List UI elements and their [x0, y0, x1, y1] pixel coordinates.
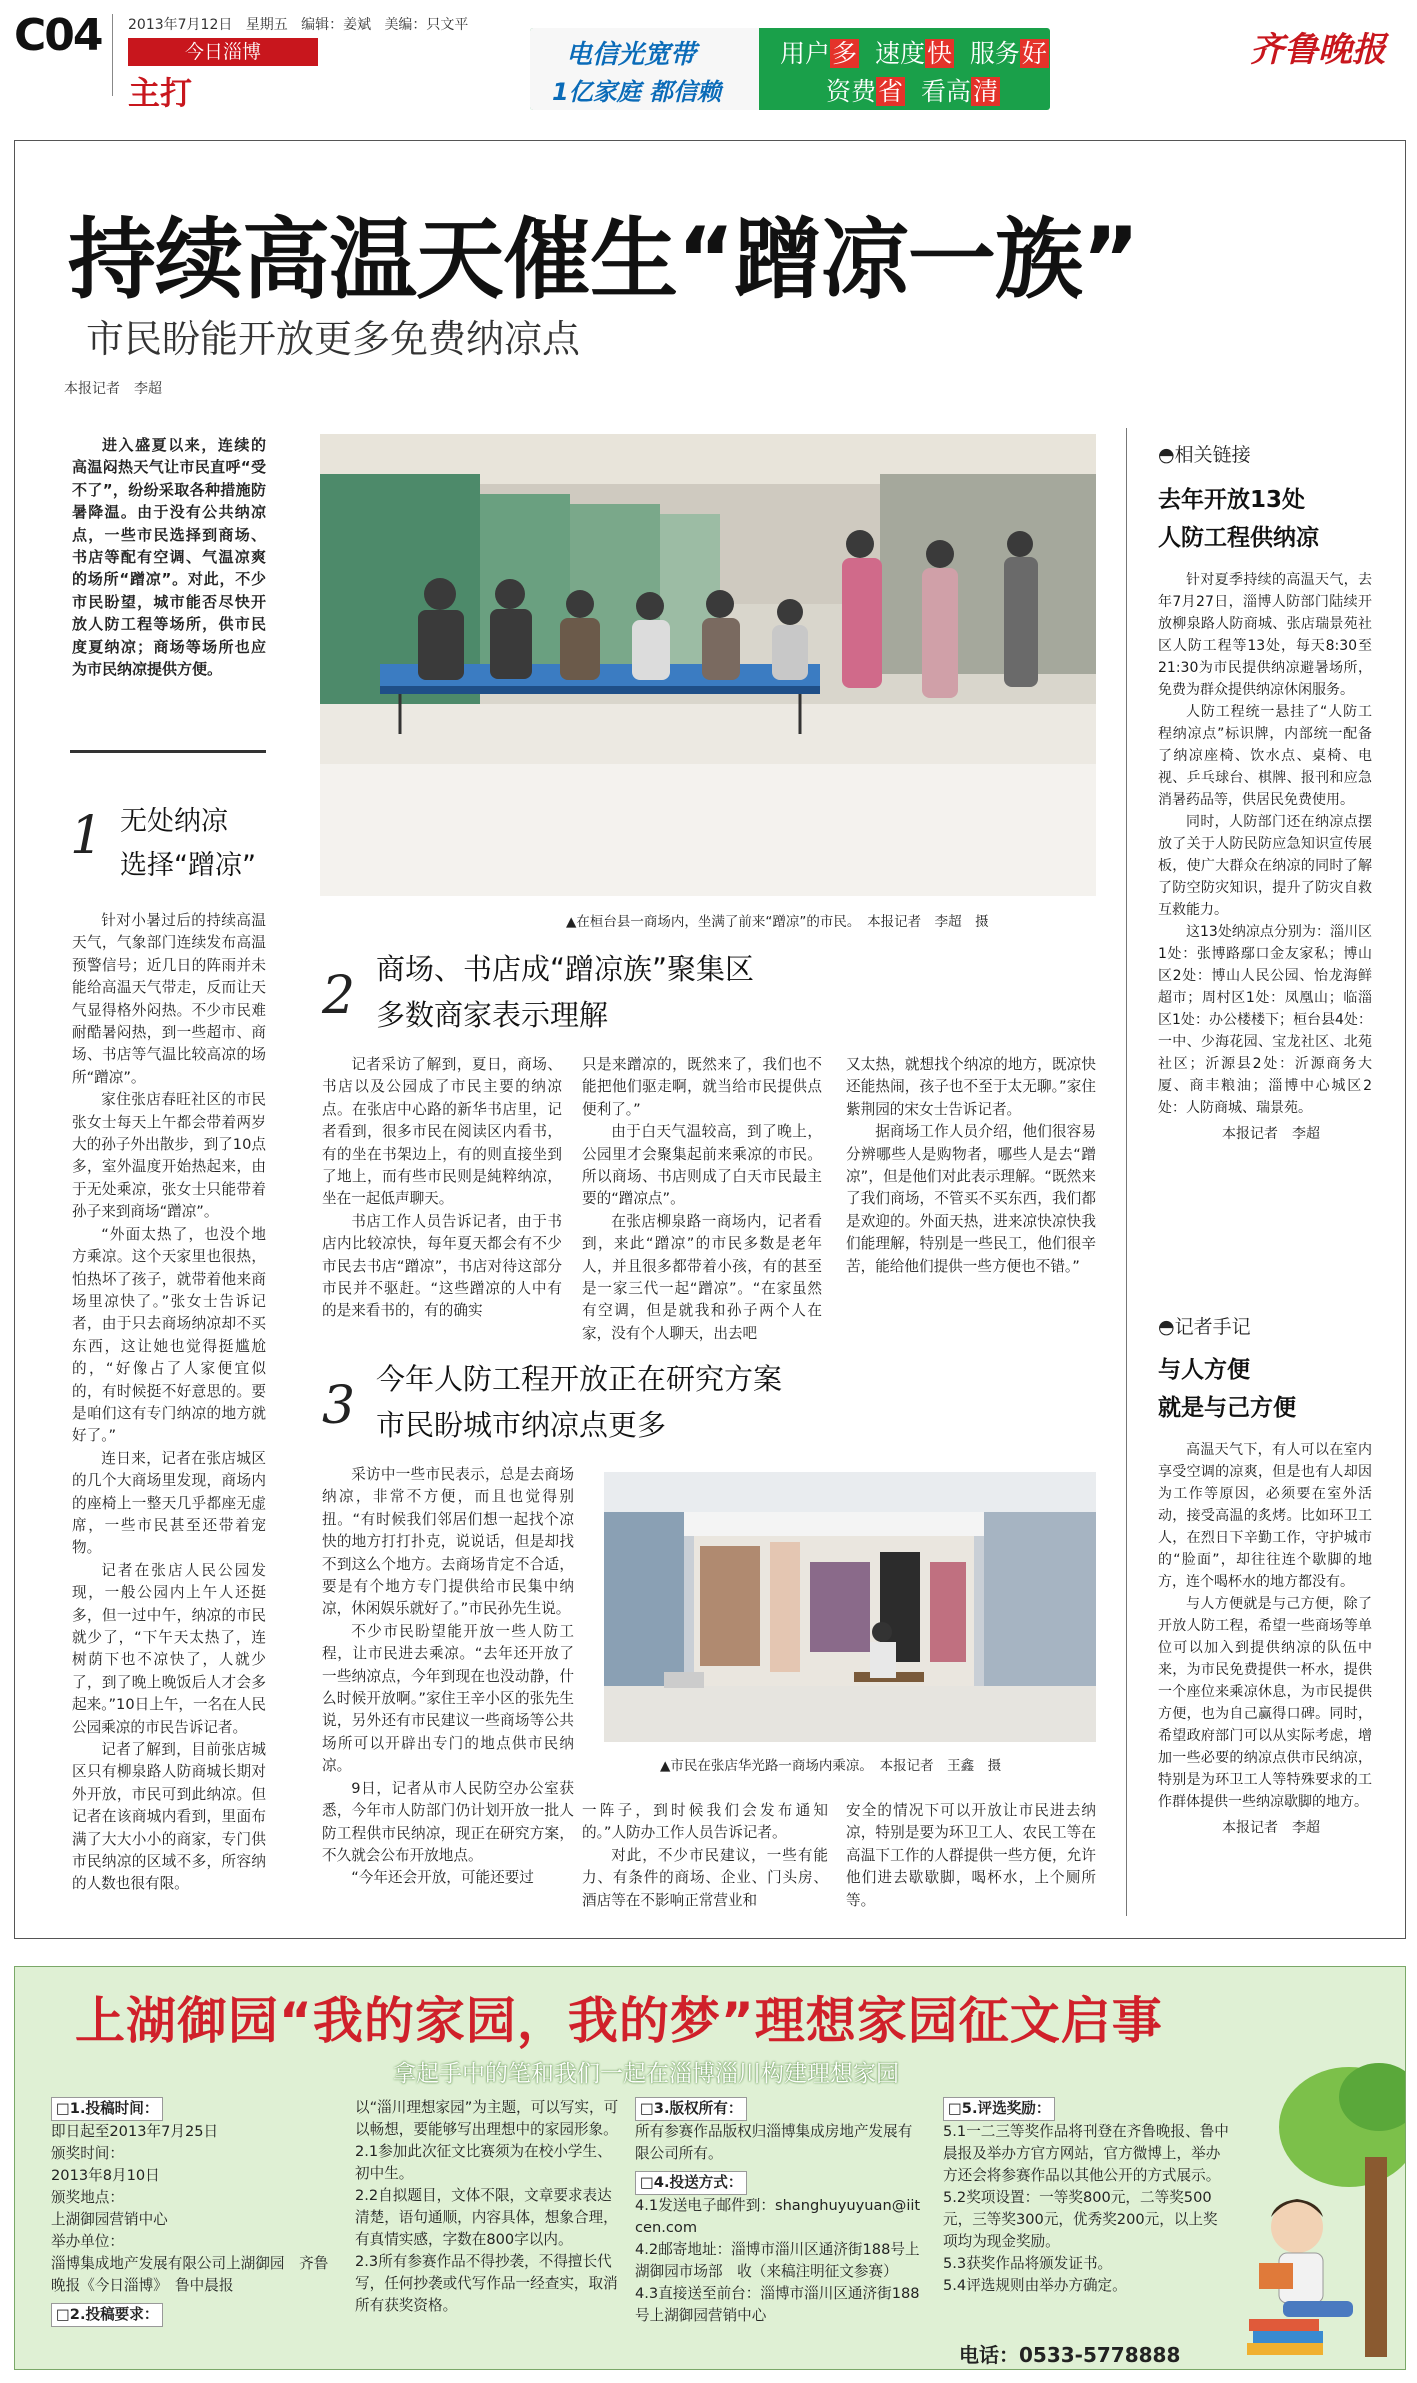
- slogan-key: 好: [1021, 39, 1047, 68]
- paragraph: 在张店柳泉路一商场内，记者看到，来此“蹭凉”的市民多数是老年人，并且很多都带着小孩，有的甚至是一家三代一起“蹭凉”。“在家虽然有空调，但是就我和孙子两个人在家，没有个人聊天，出去吧: [582, 1212, 822, 1342]
- paragraph: 针对小暑过后的持续高温天气，气象部门连续发布高温预警信号；近几日的阵雨并未能给高温天气带走，反而让天气显得格外闷热。不少市民难耐酷暑闷热，到一些超市、商场、书店等气温比较高凉的场所“蹭凉”。: [72, 912, 266, 1086]
- editor: 编辑：姜斌: [301, 17, 372, 33]
- ad-line: 5.3获奖作品将颁发证书。: [943, 2255, 1113, 2272]
- ad-title: 上湖御园“我的家园，我的梦”理想家园征文启事: [75, 1992, 1163, 2050]
- ad-slogan-row2: [826, 72, 1000, 108]
- newspaper-logo: 齐鲁晚报: [1250, 30, 1386, 70]
- paragraph: 9日，记者从市人民防空办公室获悉，今年市人防部门仍计划开放一批人防工程供市民纳凉，现正在研究方案，不久就会公布开放地点。: [322, 1779, 574, 1864]
- headline-subtitle: 市民盼能开放更多免费纳凉点: [86, 317, 581, 361]
- ad-subtitle: 拿起手中的笔和我们一起在淄博淄川构建理想家园: [393, 2061, 899, 2087]
- paragraph: 一阵子，到时候我们会发布通知的。”人防办工作人员告诉记者。: [582, 1802, 828, 1842]
- lead-text: 进入盛夏以来，连续的高温闷热天气让市民直呼“受不了”，纷纷采取各种措施防暑降温。由于没有公共纳凉点，一些市民选择到商场、书店等配有空调、气温凉爽的场所“蹭凉”。对此，不少市民盼望，城市能否尽快开放人防工程等场所，供市民度夏纳凉；商场等场所也应为市民纳凉提供方便。: [72, 436, 266, 679]
- paragraph: 由于白天气温较高，到了晚上，公园里才会聚集起前来乘凉的市民。所以商场、书店则成了白天市民最主要的“蹭凉点”。: [582, 1123, 822, 1208]
- paragraph: 人防工程统一悬挂了“人防工程纳凉点”标识牌，内部统一配备了纳凉座椅、饮水点、桌椅、电视、乒乓球台、棋牌、报刊和应急消暑药品等，供居民免费使用。: [1158, 704, 1372, 808]
- sidebar-1-title-line2: 人防工程供纳凉: [1158, 525, 1319, 551]
- sidebar-tag-text: 相关链接: [1174, 444, 1251, 466]
- ad-phone: 电话：0533-5778888: [959, 2343, 1181, 2367]
- section-2-title: [376, 946, 754, 1038]
- slogan-word: 用户: [780, 39, 831, 68]
- ad-heading: □4.投送方式：: [635, 2171, 747, 2195]
- mall-scene-illustration: [320, 434, 1096, 896]
- weekday: 星期五: [245, 17, 288, 33]
- byline: 本报记者 李超: [64, 381, 162, 397]
- sidebar-1-title-line1: 去年开放13处: [1158, 487, 1306, 513]
- section-3-col3: [846, 1800, 1096, 1912]
- page-code: C04: [14, 10, 102, 61]
- ad-line: 颁奖地点：: [51, 2189, 124, 2206]
- ad-line: 4.1发送电子邮件到：shanghuyuyuan@iitcen.com: [635, 2197, 921, 2236]
- paragraph: 记者采访了解到，夏日，商场、书店以及公园成了市民主要的纳凉点。在张店中心路的新华书店里，记者看到，很多市民在阅读区内看书，有的坐在书架边上，有的则直接坐到了地上，而有些市民则是純粹纳凉，坐在一起低声聊天。: [322, 1056, 562, 1208]
- essay-contest-ad: [14, 1966, 1406, 2370]
- ad-col-requirements: [355, 2097, 619, 2317]
- paragraph: 针对夏季持续的高温天气，去年7月27日，淄博人防部门陆续开放柳泉路人防商城、张店瑞景苑社区人防工程等13处，每天8:30至21:30为市民提供纳凉避暑场所，免费为群众提供纳凉休闲服务。: [1158, 572, 1372, 698]
- child-reading-illustration: [1229, 2057, 1405, 2369]
- section-3-title: [376, 1356, 782, 1448]
- slogan-key: 清: [972, 77, 998, 106]
- ad-line: 5.2奖项设置：一等奖800元，二等奖500元，三等奖300元，优秀奖200元，以上奖项均为现金奖励。: [943, 2189, 1218, 2250]
- ad-col-time: [51, 2097, 341, 2327]
- ad-line: 所有参赛作品版权归淄博集成房地产发展有限公司所有。: [635, 2123, 913, 2162]
- paragraph: 书店工作人员告诉记者，由于书店内比较凉快，每年夏天都会有不少市民去书店“蹭凉”，书店对待这部分市民并不驱赶。“这些蹭凉的人中有的是来看书的，有的确实: [322, 1212, 562, 1320]
- section-3-col2: [582, 1800, 828, 1912]
- ad-line: 淄博集成地产发展有限公司上湖御园 齐鲁晚报《今日淄博》 鲁中晨报: [51, 2255, 329, 2294]
- ad-heading: □1.投稿时间：: [51, 2097, 163, 2121]
- section-2-col1: [322, 1054, 562, 1323]
- date: 2013年7月12日: [128, 17, 233, 33]
- photo-clothing-store: [604, 1472, 1096, 1742]
- paragraph: 记者了解到，目前张店城区只有柳泉路人防商城长期对外开放，市民可到此纳凉。但记者在该商城内看到，里面布满了大大小小的商家，专门供市民纳凉的区域不多，所容纳的人数也很有限。: [72, 1741, 266, 1893]
- sidebar-tag-related: [1158, 440, 1372, 467]
- section-2-title-line2: 多数商家表示理解: [376, 998, 609, 1032]
- ad-line: 举办单位：: [51, 2233, 124, 2250]
- header-ad-banner: [530, 28, 1050, 110]
- section-2-col2: [582, 1054, 822, 1345]
- slogan-key: 快: [926, 39, 952, 68]
- paragraph: 同时，人防部门还在纳凉点摆放了关于人防民防应急知识宣传展板，使广大群众在纳凉的同时了解了防空防灾知识，提升了防灾自救互救能力。: [1158, 814, 1372, 918]
- paragraph: 与人方便就是与己方便，除了开放人防工程，希望一些商场等单位可以加入到提供纳凉的队伍中来，为市民免费提供一杯水，提供一个座位来乘凉休息，为市民提供方便，也为自己赢得口碑。同时，希望政府部门可以从实际考虑，增加一些必要的纳凉点供市民纳凉，特别是为环卫工人等特殊要求的工作群体提供一些纳凉歇脚的地方。: [1158, 1596, 1372, 1810]
- telecom-brand: [530, 28, 762, 110]
- brand-top: 电信光宽带: [566, 40, 697, 70]
- sidebar-2-title-line1: 与人方便: [1158, 1357, 1250, 1383]
- section-1-title: [120, 800, 256, 888]
- paragraph: 高温天气下，有人可以在室内享受空调的凉爽，但是也有人却因为工作等原因，必须要在室外活动，接受高温的炙烤。比如环卫工人，在烈日下辛勤工作，守护城市的“脸面”，却往往连个歇脚的地方，连个喝杯水的地方都没有。: [1158, 1442, 1372, 1590]
- section-3-title-line2: 市民盼城市纳凉点更多: [376, 1408, 667, 1442]
- sidebar-1-title: [1158, 481, 1372, 557]
- sidebar-related-link: [1158, 440, 1372, 1143]
- sidebar-1-body: [1158, 569, 1372, 1119]
- ad-col-awards: [943, 2097, 1229, 2297]
- paragraph: 这13处纳凉点分别为：淄川区1处：张博路鄢口金友家私；博山区2处：博山人民公园、怡龙海鲜超市；周村区1处：凤凰山；临淄区1处：办公楼楼下；桓台县4处：一中、少海花园、宝龙社区、北苑社区；沂源县2处：沂源商务大厦、商丰粮油；淄博中心城区2处：人防商城、瑞景苑。: [1158, 924, 1372, 1116]
- ad-heading: □2.投稿要求：: [51, 2303, 163, 2327]
- ad-line: 4.2邮寄地址：淄博市淄川区通济街188号上湖御园市场部 收（来稿注明征文参赛）: [635, 2241, 920, 2280]
- ad-line: 2.2自拟题目，文体不限，文章要求表达清楚，语句通顺，内容具体，想象合理，有真情实感，字数在800字以内。: [355, 2187, 618, 2248]
- headline-title: 持续高温天催生“蹭凉一族”: [68, 208, 1139, 311]
- section-2-title-line1: 商场、书店成“蹭凉族”聚集区: [376, 952, 755, 986]
- ad-line: 2.1参加此次征文比赛须为在校小学生、初中生。: [355, 2143, 612, 2182]
- header-date: [128, 14, 468, 34]
- ad-line: 2013年8月10日: [51, 2167, 160, 2184]
- ad-heading: □5.评选奖励：: [943, 2097, 1055, 2121]
- section-1-title-line2: 选择“蹭凉”: [120, 850, 256, 881]
- ad-slogan-row1: [780, 34, 1049, 70]
- paragraph: 记者在张店人民公园发现，一般公园内上午人还挺多，但一过中午，纳凉的市民就少了，“下午天太热了，连树荫下也不凉快了，人就少了，到了晚上晚饭后人才会多起来。”10日上午，一名在人民公园乘凉的市民告诉记者。: [72, 1561, 266, 1736]
- slogan-word: 速度: [874, 39, 925, 68]
- slogan-key: 多: [832, 39, 858, 68]
- slogan-word: 资费: [826, 77, 877, 106]
- section-1-body: [72, 910, 266, 1896]
- tag-marker-icon: ◓: [1158, 1316, 1175, 1338]
- paragraph: “外面太热了，也没个地方乘凉。这个天家里也很热，怕热坏了孩子，就带着他来商场里凉快了。”张女士告诉记者，由于只去商场纳凉却不买东西，这让她也觉得挺尴尬的，“好像占了人家便宜似的，有时候挺不好意思的。要是咱们这有专门纳凉的地方就好了。”: [72, 1225, 266, 1445]
- paragraph: 连日来，记者在张店城区的几个大商场里发现，商场内的座椅上一整天几乎都座无虚席，一些市民甚至还带着宠物。: [72, 1449, 266, 1557]
- paragraph: 只是来蹭凉的，既然来了，我们也不能把他们驱走啊，就当给市民提供点便利了。”: [582, 1056, 822, 1118]
- section-label: 今日淄博: [128, 38, 318, 66]
- sidebar-reporter-note: [1158, 1312, 1372, 1837]
- paragraph: 采访中一些市民表示，总是去商场纳凉，非常不方便，而且也觉得别扭。“有时候我们邻居们想一起找个凉快的地方打打扑克，说说话，但是却找不到这么个地方。去商场肯定不合适，要是有个地方专门提供给市民集中纳凉，休闲娱乐就好了。”市民孙先生说。: [322, 1466, 574, 1618]
- section-3-number: 3: [322, 1376, 356, 1436]
- photo-2-caption: ▲市民在张店华光路一商场内乘凉。 本报记者 王鑫 摄: [660, 1758, 1002, 1774]
- sidebar-2-body: [1158, 1439, 1372, 1813]
- paragraph: 不少市民盼望能开放一些人防工程，让市民进去乘凉。“去年还开放了一些纳凉点，今年到现在也没动静，什么时候开放啊。”家住王辛小区的张先生说，另外还有市民建议一些商场等公共场所可以开辟出专门的地点供市民纳凉。: [322, 1622, 574, 1775]
- ad-line: 上湖御园营销中心: [51, 2211, 168, 2228]
- ad-line: 颁奖时间：: [51, 2145, 124, 2162]
- section-2-col3: [846, 1054, 1096, 1278]
- slogan-key: 省: [878, 77, 904, 106]
- ad-line: 5.1一二三等奖作品将刊登在齐鲁晚报、鲁中晨报及举办方官方网站，官方微博上，举办方还会将参赛作品以其他公开的方式展示。: [943, 2123, 1229, 2184]
- sidebar-2-title-line2: 就是与己方便: [1158, 1395, 1296, 1421]
- slogan-word: 看高: [920, 77, 971, 106]
- sidebar-2-byline: 本报记者 李超: [1222, 1820, 1320, 1836]
- slogan-word: 服务: [969, 39, 1020, 68]
- sidebar-2-title: [1158, 1351, 1372, 1427]
- tag-marker-icon: ◓: [1158, 444, 1175, 466]
- ad-line: 2.3所有参赛作品不得抄袭，不得擅长代写，任何抄袭或代写作品一经查实，取消所有获奖资格。: [355, 2253, 618, 2314]
- ad-col-copyright: [635, 2097, 925, 2327]
- ad-line: 5.4评选规则由举办方确定。: [943, 2277, 1127, 2294]
- paragraph: 对此，不少市民建议，一些有能力、有条件的商场、企业、门头房、酒店等在不影响正常营业和: [582, 1846, 828, 1909]
- paragraph: “今年还会开放，可能还要过: [351, 1869, 534, 1887]
- section-1-title-line1: 无处纳凉: [120, 806, 228, 837]
- ad-line: 以“淄川理想家园”为主题，可以写实，可以畅想，要能够写出理想中的家园形象。: [355, 2099, 619, 2138]
- column-label: 主打: [128, 74, 193, 112]
- sidebar-1-byline: 本报记者 李超: [1222, 1126, 1320, 1142]
- section-3-title-line1: 今年人防工程开放正在研究方案: [376, 1362, 783, 1396]
- section-2-number: 2: [322, 966, 356, 1026]
- section-3-col1: [322, 1464, 574, 1890]
- designer: 美编：只文平: [384, 17, 469, 33]
- ad-line: 4.3直接送至前台：淄博市淄川区通济街188号上湖御园营销中心: [635, 2285, 920, 2324]
- photo-mall-seating: [320, 434, 1096, 896]
- paragraph: 据商场工作人员介绍，他们很容易分辨哪些人是购物者，哪些人是去“蹭凉”，但是他们对此表示理解。“既然来了我们商场，不管买不买东西，我们都是欢迎的。外面天热，进来凉快凉快我们能理解，特别是一些民工，他们很辛苦，能给他们提供一些方便也不错。”: [846, 1123, 1096, 1275]
- section-1-number: 1: [70, 806, 104, 866]
- ad-line: 即日起至2013年7月25日: [51, 2123, 219, 2140]
- paragraph: 又太热，就想找个纳凉的地方，既凉快还能热闹，孩子也不至于太无聊。”家住紫荆园的宋女士告诉记者。: [846, 1056, 1096, 1118]
- ad-heading: □3.版权所有：: [635, 2097, 747, 2121]
- photo-1-caption: ▲在桓台县一商场内，坐满了前来“蹭凉”的市民。 本报记者 李超 摄: [566, 914, 989, 930]
- store-scene-illustration: [604, 1472, 1096, 1742]
- sidebar-tag-notes: [1158, 1312, 1372, 1339]
- sidebar-tag-text: 记者手记: [1174, 1316, 1251, 1338]
- lead-paragraph: [72, 434, 266, 680]
- paragraph: 安全的情况下可以开放让市民进去纳凉，特别是要为环卫工人、农民工等在高温下工作的人群提供一些方便，允许他们进去歇歇脚，喝杯水，上个厕所等。: [846, 1802, 1096, 1909]
- brand-bottom: 1亿家庭 都信赖: [552, 78, 722, 106]
- paragraph: 家住张店春旺社区的市民张女士每天上午都会带着两岁大的孙子外出散步，到了10点多，室外温度开始热起来，由于无处乘凉，张女士只能带着孙子来到商场“蹭凉”。: [72, 1091, 266, 1221]
